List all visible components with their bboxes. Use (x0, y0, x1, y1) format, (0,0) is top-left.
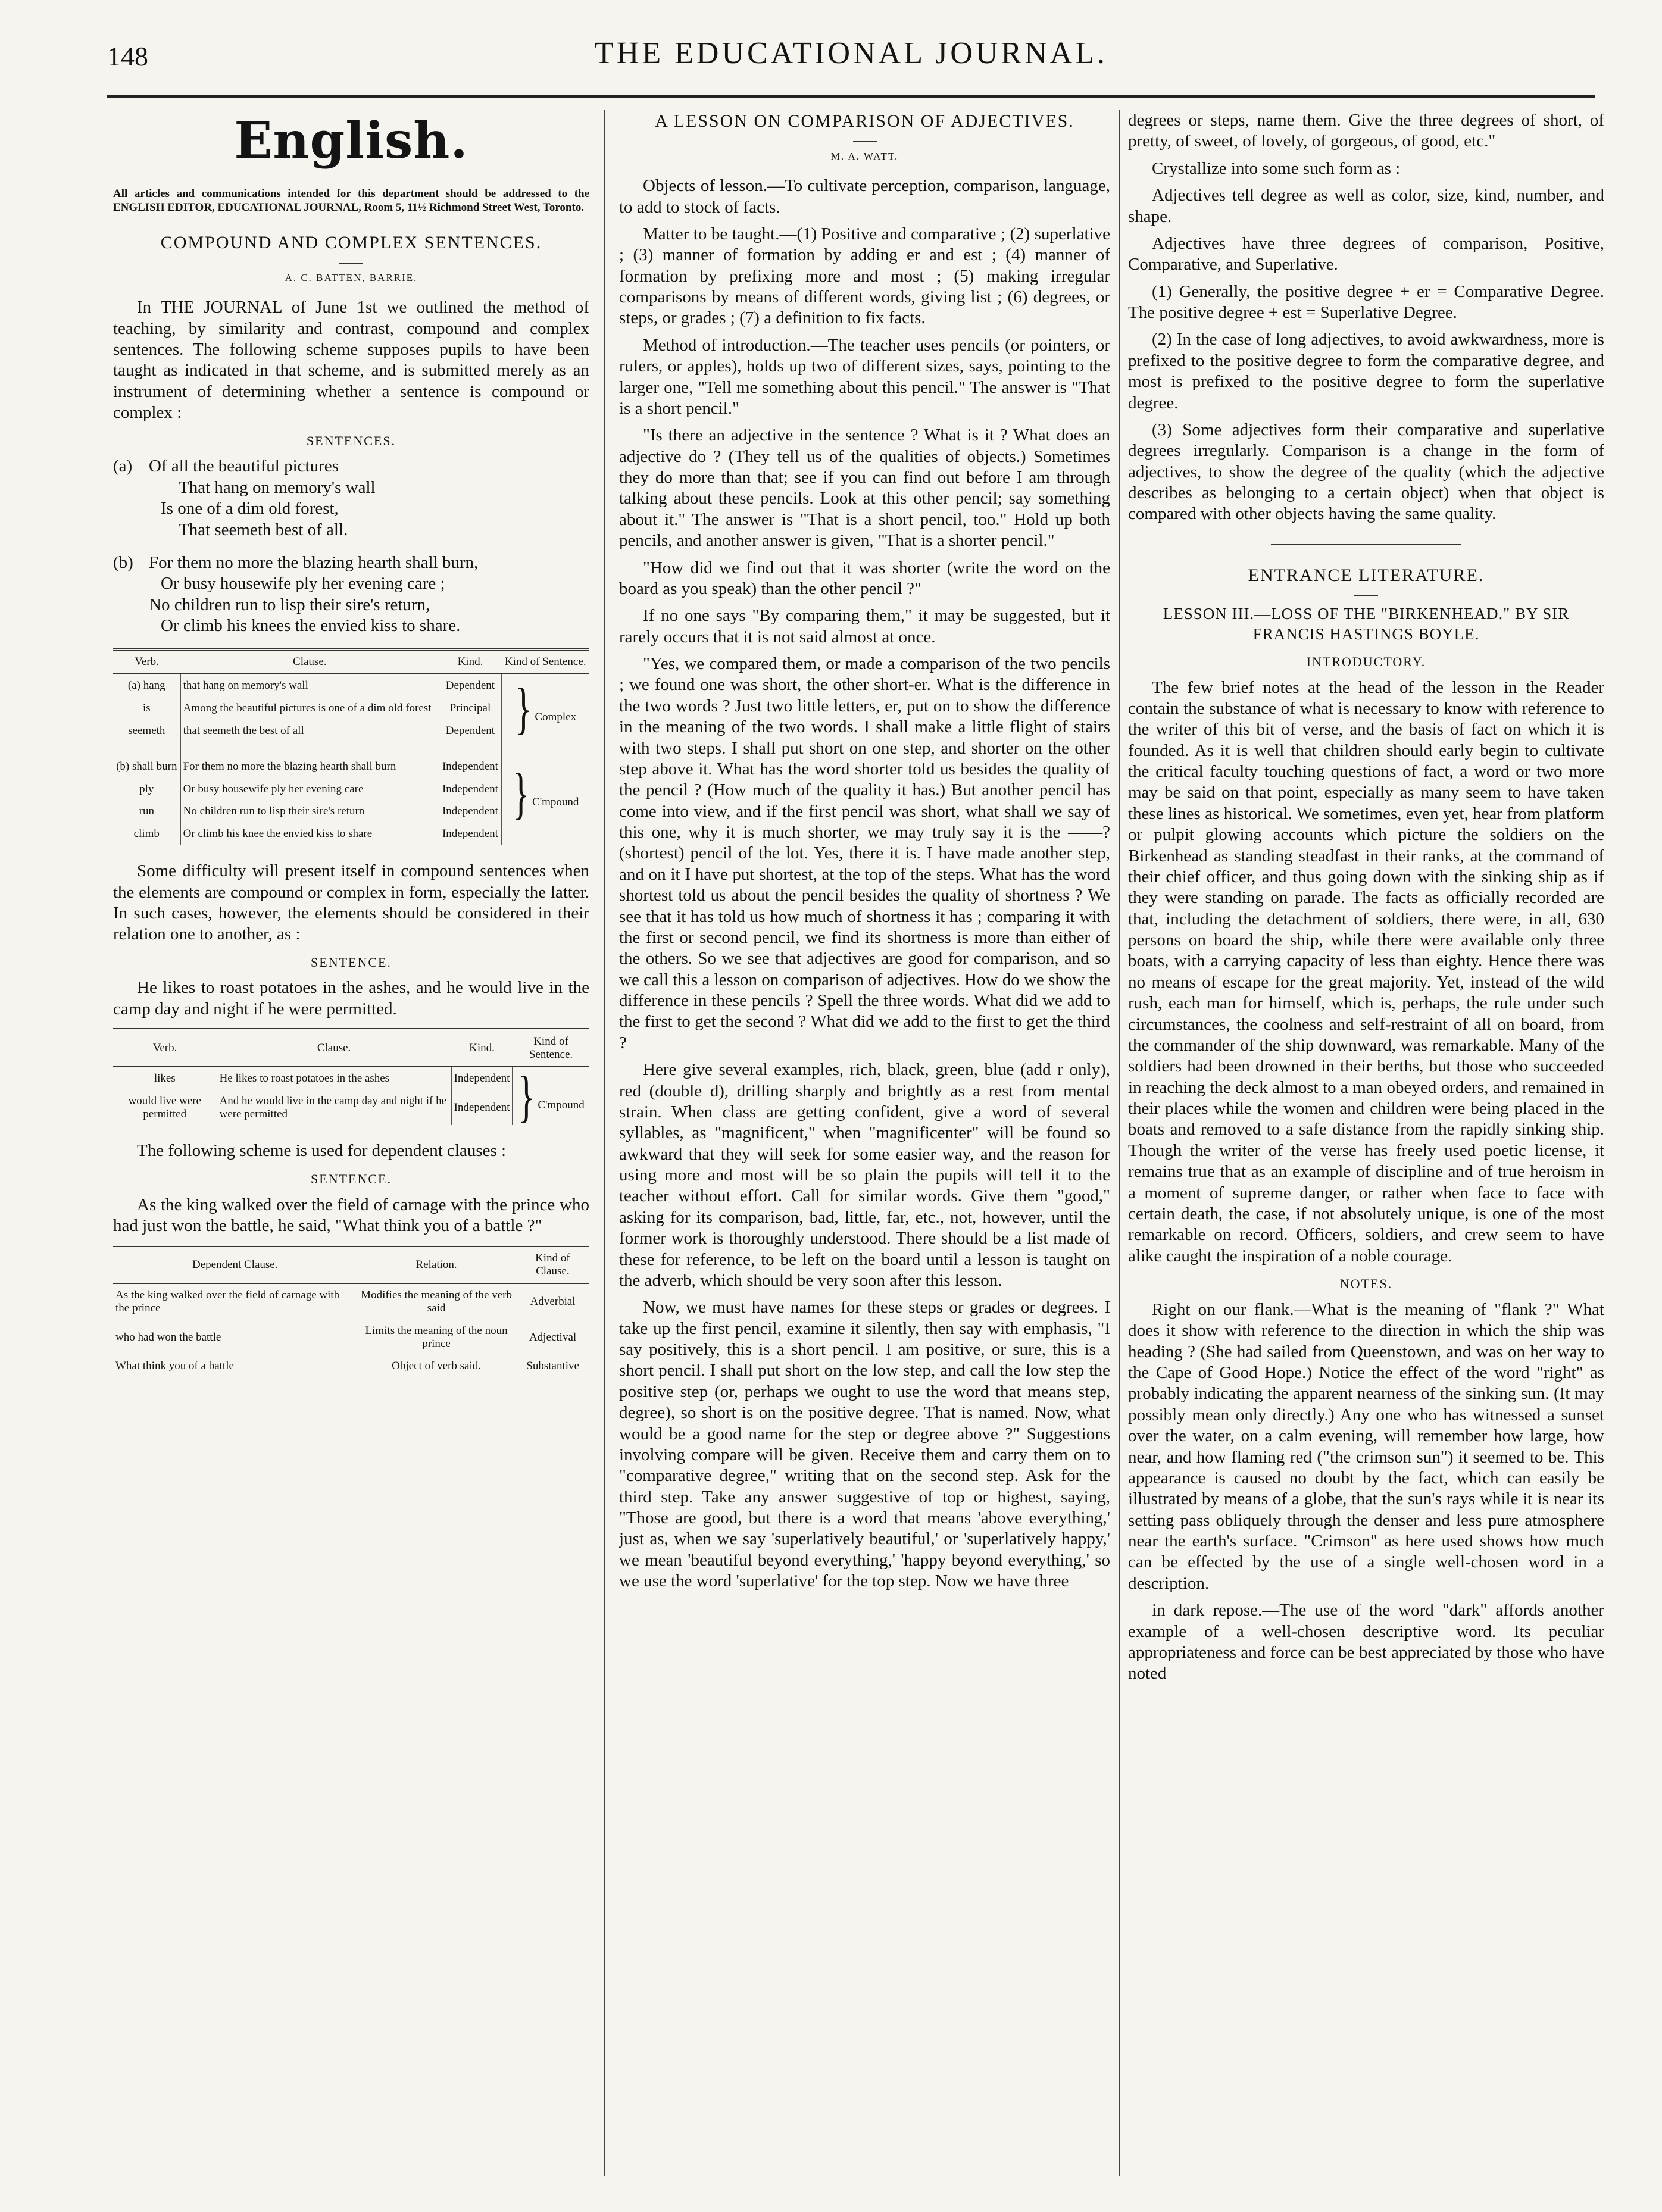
body-paragraph: Now, we must have names for these steps or grades or degrees. I take up the first pencil, examine it silently, then say with emphasis, "I say positively, this is a short pencil. I am positive, or sure, this is a short pencil. I shall put short on the low step, and call the low step the positive step (or, perhaps we ought to use the word that means step, degree), so short is on the positive degree. That is named. Now, what would be a good name for the step or degree above ?" Suggestions involving compare will be given. Receive them and carry them on to "comparative degree," writing that on the second step. Ask for the third step. Take any answer suggestive of top or highest, saying, "Those are good, but there is a word that means 'above everything,' just as, when we say 'superlatively beautiful,' or 'superlatively happy,' we mean 'beautiful beyond everything,' 'happy beyond everything,' so we use the word 'superlative' for the top step. Now we have three (619, 1298, 1110, 1591)
table-header: Kind of Sentence. (513, 1029, 589, 1067)
table-row (113, 742, 589, 778)
table-header: Kind. (439, 649, 501, 674)
cell-verb: is (113, 697, 180, 720)
cell-clause: that hang on memory's wall (180, 674, 439, 697)
poem-a (113, 456, 589, 540)
introductory-label: INTRODUCTORY. (1306, 654, 1426, 669)
brace-icon: } (512, 762, 530, 826)
body-paragraph: Adjectives have three degrees of comparison, Positive, Comparative, and Superlative. (1128, 233, 1604, 274)
cell-kind: Adjectival (529, 1330, 577, 1344)
divider (339, 263, 363, 264)
poem-b (113, 552, 589, 637)
article-byline: A. C. BATTEN, BARRIE. (285, 271, 418, 283)
table-header: Kind. (451, 1029, 513, 1067)
cell-clause: For them no more the blazing hearth shall burn (180, 742, 439, 778)
cell-clause: No children run to lisp their sire's return (180, 800, 439, 823)
column-entrance-literature (1128, 110, 1604, 2188)
column-divider (604, 110, 605, 2176)
table-header: Kind of Sentence. (501, 649, 589, 674)
sentence-label: SENTENCE. (311, 954, 392, 970)
department-title: English. (234, 111, 468, 170)
cell-verb: ply (113, 778, 180, 801)
lesson-title: LESSON III.—LOSS OF THE "BIRKENHEAD." BY SIR FRANCIS HASTINGS BOYLE. (1163, 605, 1570, 643)
column-english (113, 110, 589, 2188)
body-paragraph: (1) Generally, the positive degree + er = Comparative Degree. The positive degree + est = Superlative Degree. (1128, 282, 1604, 322)
poem-line: Or climb his knees the envied kiss to share. (161, 616, 461, 635)
body-paragraph: "Is there an adjective in the sentence ? What is it ? What does an adjective do ? (They tell us of the qualities of objects.) Sometimes they do more than that; see if you can find out before I am through talking about these pencils. Look at this other pencil; say something about it." The answer is "That is a short pencil, too." Hold up both pencils, and another answer is given, "That is a shorter pencil." (619, 426, 1110, 551)
cell-relation: Limits the meaning of the noun prince (357, 1320, 516, 1355)
body-paragraph: (3) Some adjectives form their comparative and superlative degrees irregularly. Comparison is a change in the form of adjectives, to show the degree of the quality (which the adjective describes as belonging to a certain object) when that object is compared with other objects having the same quality. (1128, 420, 1604, 524)
analysis-table-1 (113, 648, 589, 845)
cell-verb: (b) shall burn (113, 742, 180, 778)
poem-line: No children run to lisp their sire's return, (149, 595, 430, 614)
cell-verb: would live were permitted (113, 1090, 217, 1126)
article-byline: M. A. WATT. (830, 150, 899, 162)
cell-clause: Among the beautiful pictures is one of a dim old forest (180, 697, 439, 720)
section-title: ENTRANCE LITERATURE. (1248, 565, 1485, 585)
cell-relation: Modifies the meaning of the verb said (357, 1283, 516, 1320)
body-paragraph: Here give several examples, rich, black, green, blue (add r only), red (double d), drilling sharply and brightly as a rest from mental strain. When class are getting confident, give a word of several syllables, as "magnificent," when "magnificenter" will be found so awkward that they will seek for some easier way, and the reason for using more and most will be so plain the pupils will tell it to the teacher without effort. Call for similar words. Give them "good," asking for its comparison, bad, little, far, etc., not, however, until the former work is thoroughly understood. There should be a list made of these for reference, to be left on the board until a lesson is taught on the adverb, which should be very soon after this lesson. (619, 1060, 1110, 1290)
note-paragraph: Right on our flank.—What is the meaning of "flank ?" What does it show with reference to the direction in which the ship was heading ? (She had sailed from Queenstown, and was on her way to the Cape of Good Hope.) Notice the effect of the word "right" as probably indicating the apparent nearness of the sinking sun. (It may possibly mean only directly.) Any one who has witnessed a sunset over the water, on a calm evening, will remember how large, how near, and how flaming red ("the crimson sun") it seemed to be. This appearance is caused no doubt by the fact, which can easily be illustrated by means of a globe, that the sun's rays while it is near its setting pass obliquely through the denser and less pure atmosphere near the earth's surface. "Crimson" as here used shows how much can be effected by the use of a single well-chosen word in a description. (1128, 1299, 1604, 1593)
table-header: Kind of Clause. (516, 1246, 589, 1283)
cell-clause: As the king walked over the field of carnage with the prince (113, 1283, 357, 1320)
cell-kind: Independent (439, 823, 501, 845)
column-divider (1119, 110, 1120, 2176)
sentences-label: SENTENCES. (306, 433, 396, 448)
poem-line: Or busy housewife ply her evening care ; (161, 574, 445, 593)
cell-kind: Dependent (439, 674, 501, 697)
body-paragraph: Matter to be taught.—(1) Positive and comparative ; (2) superlative ; (3) manner of formation by adding er and est ; (4) manner of formation by prefixing more and most ; (5) making irregular comparisons by means of different words, giving list ; (6) degrees, or steps, or grades ; (7) a definition to fix facts. (619, 224, 1110, 328)
body-paragraph: Some difficulty will present itself in compound sentences when the elements are compound or complex in form, especially the latter. In such cases, however, the elements should be considered in their relation one to another, as : (113, 861, 589, 944)
poem-line: That seemeth best of all. (179, 520, 348, 539)
table-header: Dependent Clause. (113, 1246, 357, 1283)
cell-sentence-kind (501, 674, 589, 742)
cell-kind: Independent (439, 800, 501, 823)
analysis-table-2 (113, 1028, 589, 1128)
cell-kind: Adverbial (530, 1295, 576, 1308)
article-title: A LESSON ON COMPARISON OF ADJECTIVES. (655, 111, 1074, 131)
table-header: Verb. (113, 649, 180, 674)
page-header (107, 36, 1595, 83)
table-header: Clause. (180, 649, 439, 674)
cell-verb: seemeth (113, 720, 180, 742)
page-number: 148 (107, 41, 148, 71)
body-paragraph: Objects of lesson.—To cultivate perception, comparison, language, to add to stock of facts. (619, 176, 1110, 217)
department-notice: All articles and communications intended for this department should be addressed to the ENGLISH EDITOR, EDUCATIONAL JOURNAL, Room 5, 11½ Richmond Street West, Toronto. (113, 188, 589, 214)
body-paragraph: degrees or steps, name them. Give the three degrees of short, of pretty, of sweet, of lovely, of gorgeous, of good, etc." (1128, 111, 1604, 151)
body-paragraph: Adjectives tell degree as well as color, size, kind, number, and shape. (1128, 186, 1604, 226)
cell-kind: Independent (451, 1067, 513, 1090)
poem-line: Of all the beautiful pictures (149, 457, 339, 476)
divider (1354, 595, 1378, 596)
cell-clause: that seemeth the best of all (180, 720, 439, 742)
cell-relation: Object of verb said. (357, 1355, 516, 1377)
body-paragraph: If no one says "By comparing them," it may be suggested, but it rarely occurs that it is not said almost at once. (619, 606, 1110, 646)
table-row (113, 1283, 589, 1320)
cell-kind: Independent (439, 778, 501, 801)
cell-verb: likes (113, 1067, 217, 1090)
sentence-kind-label: C'mpound (538, 1098, 585, 1111)
column-comparison-lesson (619, 110, 1110, 2188)
cell-kind: Dependent (439, 720, 501, 742)
cell-clause: who had won the battle (113, 1320, 357, 1355)
journal-title: THE EDUCATIONAL JOURNAL. (595, 36, 1108, 70)
cell-clause: Or busy housewife ply her evening care (180, 778, 439, 801)
introductory-paragraph: The few brief notes at the head of the lesson in the Reader contain the substance of what is necessary to know with reference to the writer of this bit of verse, and the basis of fact on which it is founded. As it is well that children should early begin to cultivate the critical faculty touching questions of fact, a word or two more may be said on that point, especially as many seem to have taken these lines as historical. We sometimes, even yet, hear from platform or pulpit glowing accounts which picture the soldiers on the Birkenhead as standing steadfast in their ranks, at the command of their chief officer, and thus going down with the sinking ship as if they were standing on parade. The facts as officially recorded are that, including the detachment of soldiers, there were, in all, 630 persons on board the ship, while there were available only three boats, with a carrying capacity of less than eighty. Hence there was no means of escape for the great majority. Yet, instead of the wild rush, each man for himself, which is, perhaps, the rule under such circumstances, the coolness and self-restraint of all on board, from the commander of the ship downward, was remarkable. Many of the soldiers had been drowned in their berths, but those who succeeded in reaching the deck almost to a man obeyed orders, and remained in their places while the women and children were being placed in the boats and removed to a safe distance from the rapidly sinking ship. Though the writer of the verse has freely used poetic license, it remains true that as an example of discipline and of true heroism in a moment of supreme danger, or rather when face to face with certain death, the case, if not absolutely unique, is one of the most remarkable on record. Officers, soldiers, and crew seem to have alike caught the inspiration of a noble courage. (1128, 677, 1604, 1266)
example-sentence: He likes to roast potatoes in the ashes, and he would live in the camp day and night if he were permitted. (113, 978, 589, 1018)
example-sentence: As the king walked over the field of carnage with the prince who had just won the battle, he said, "What think you of a battle ?" (113, 1195, 589, 1235)
cell-kind: Independent (439, 742, 501, 778)
sentence-kind-label: Complex (535, 710, 577, 723)
cell-clause: And he would live in the camp day and night if he were permitted (217, 1090, 451, 1126)
divider (853, 141, 877, 142)
table-header: Clause. (217, 1029, 451, 1067)
cell-clause: He likes to roast potatoes in the ashes (217, 1067, 451, 1090)
cell-kind: Principal (439, 697, 501, 720)
poem-mark: (b) (113, 552, 133, 572)
poem-line: For them no more the blazing hearth shall burn, (149, 552, 479, 572)
body-paragraph: The following scheme is used for dependent clauses : (137, 1141, 507, 1161)
poem-line: That hang on memory's wall (179, 477, 376, 497)
table-header: Verb. (113, 1029, 217, 1067)
body-paragraph: (2) In the case of long adjectives, to avoid awkwardness, more is prefixed to the positive degree to form the comparative degree, and most is prefixed to the positive degree to form the superlative degree. (1128, 330, 1604, 413)
notes-label: NOTES. (1339, 1276, 1393, 1292)
sentence-label: SENTENCE. (311, 1171, 392, 1186)
section-divider (1271, 544, 1461, 545)
body-paragraph: "How did we find out that it was shorter (write the word on the board as you speak) than the other pencil ?" (619, 558, 1110, 598)
cell-clause: What think you of a battle (113, 1355, 357, 1377)
cell-verb: run (113, 800, 180, 823)
body-paragraph: Method of introduction.—The teacher uses pencils (or pointers, or rulers, or apples), holds up two of different sizes, says, pointing to the larger one, "Tell me something about this pencil." The answer is "That is a short pencil." (619, 335, 1110, 418)
poem-line: Is one of a dim old forest, (161, 499, 339, 518)
cell-sentence-kind (513, 1064, 589, 1128)
body-paragraph: "Yes, we compared them, or made a comparison of the two pencils ; we found one was short, the other short-er. What is the difference in the two words ? Just two little letters, er, put on to show the difference in the meaning of the two words. I shall make a little flight of stairs with two steps. I shall put short on one step, and shorter on the other step above it. What has the word shorter told us besides the quality of the pencil ? (How much of the quality it has.) But another pencil has come into view, and if the first pencil was short, what shall we say of this one, why it is much shorter, we may truly say it is the ——? (shortest) pencil of the lot. Yes, there it is. I have made another step, and on it I have put shortest, at the top of the steps. What has the word shortest told us about the pencil besides the quality of shortness ? We see that it has told us how much of shortness it has ; comparing it with the first or second pencil, we find its shortness is more than either of the others. So we see that adjectives are good for comparison, and so we call this a lesson on comparison of adjectives. How do we show the difference in these pencils ? Spell the three words. What did we add to the first to get the second ? What did we add to the first to get the third ? (619, 654, 1110, 1052)
header-rule (107, 95, 1595, 98)
article-title: COMPOUND AND COMPLEX SENTENCES. (160, 233, 542, 253)
cell-verb: climb (113, 823, 180, 845)
table-row (113, 674, 589, 697)
intro-paragraph: In THE JOURNAL of June 1st we outlined the method of teaching, by similarity and contrast, compound and complex sentences. The following scheme supposes pupils to have been taught as indicated in that scheme, and is submitted merely as an instrument of determining whether a sentence is compound or complex : (113, 298, 589, 423)
table-header: Relation. (357, 1246, 516, 1283)
body-paragraph: Crystallize into some such form as : (1152, 158, 1401, 178)
sentence-kind-label: C'mpound (532, 796, 579, 809)
cell-sentence-kind (501, 742, 589, 845)
brace-icon: } (514, 677, 532, 740)
cell-kind: Substantive (526, 1360, 579, 1373)
note-paragraph: in dark repose.—The use of the word "dark" affords another example of a well-chosen descriptive word. Its peculiar appropriateness and force can be best appreciated by those who have noted (1128, 1601, 1604, 1683)
cell-clause: Or climb his knee the envied kiss to share (180, 823, 439, 845)
table-row (113, 1320, 589, 1355)
poem-mark: (a) (113, 457, 133, 476)
table-row (113, 1067, 589, 1090)
cell-verb: (a) hang (113, 674, 180, 697)
table-row (113, 1355, 589, 1377)
cell-kind: Independent (451, 1090, 513, 1126)
brace-icon: } (517, 1064, 535, 1128)
analysis-table-3 (113, 1245, 589, 1377)
